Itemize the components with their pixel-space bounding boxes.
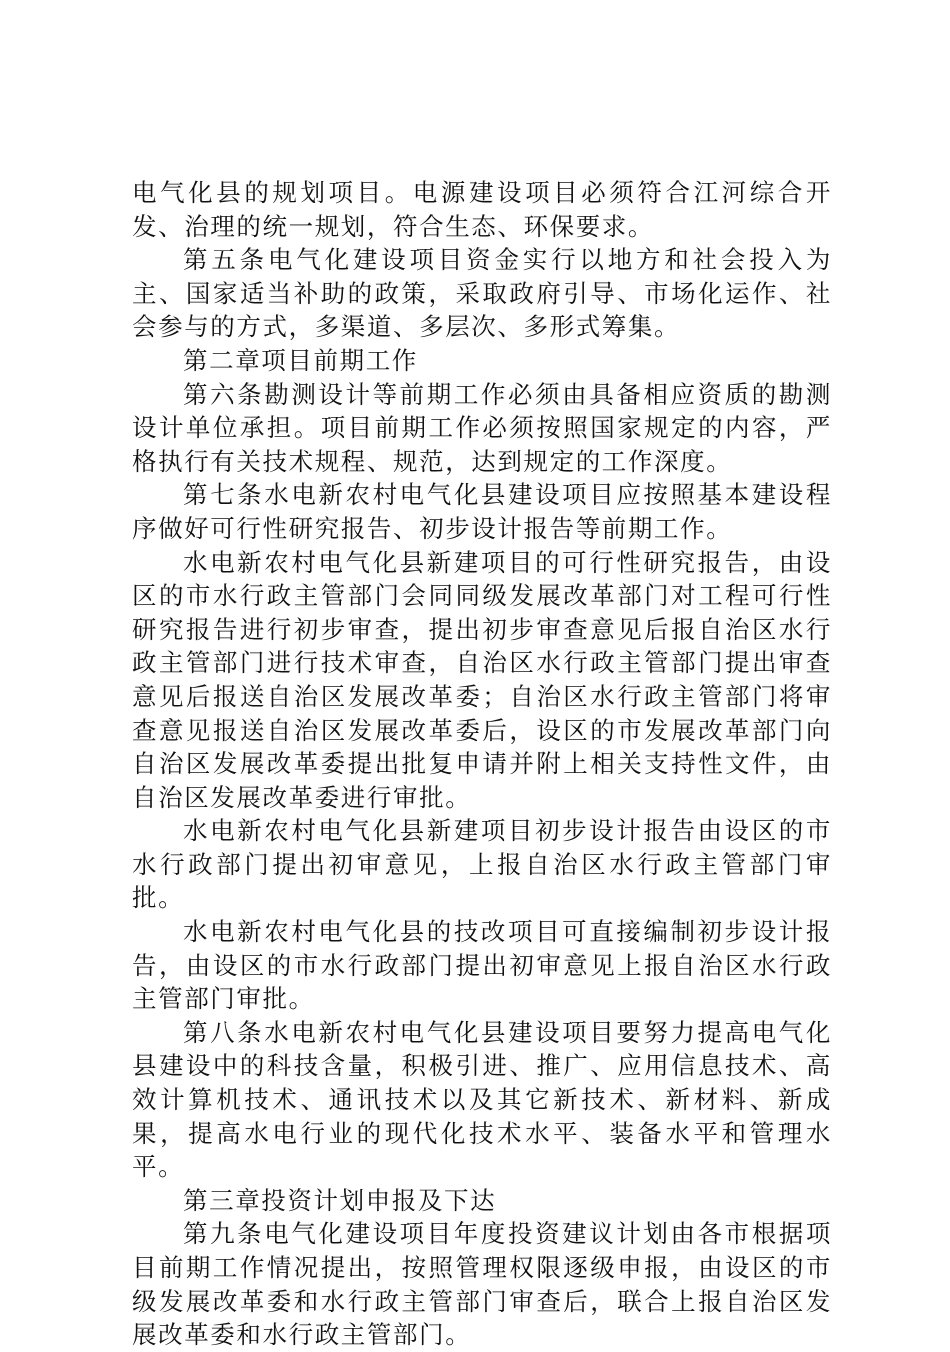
paragraph-1: 电气化县的规划项目。电源建设项目必须符合江河综合开发、治理的统一规划，符合生态、环保要求。 [132,178,832,241]
article-7-paragraph: 第七条水电新农村电气化县建设项目应按照基本建设程序做好可行性研究报告、初步设计报告等前期工作。 [132,480,832,543]
article-9-paragraph: 第九条电气化建设项目年度投资建议计划由各市根据项目前期工作情况提出，按照管理权限逐级申报，由设区的市级发展改革委和水行政主管部门审查后，联合上报自治区发展改革委和水行政主管部门。 [132,1219,832,1350]
renovation-project-paragraph: 水电新农村电气化县的技改项目可直接编制初步设计报告，由设区的市水行政部门提出初审意见上报自治区水行政主管部门审批。 [132,917,832,1014]
feasibility-report-paragraph: 水电新农村电气化县新建项目的可行性研究报告，由设区的市水行政主管部门会同同级发展改革部门对工程可行性研究报告进行初步审查，提出初步审查意见后报自治区水行政主管部门进行技术审查，自治区水行政主管部门提出审查意见后报送自治区发展改革委；自治区水行政主管部门将审查意见报送自治区发展改革委后，设区的市发展改革部门向自治区发展改革委提出批复申请并附上相关支持性文件，由自治区发展改革委进行审批。 [132,547,832,812]
chapter-3-heading: 第三章投资计划申报及下达 [183,1185,497,1215]
document-body [132,176,832,1352]
article-5-paragraph: 第五条电气化建设项目资金实行以地方和社会投入为主、国家适当补助的政策，采取政府引导、市场化运作、社会参与的方式，多渠道、多层次、多形式筹集。 [132,245,832,342]
chapter-2-heading: 第二章项目前期工作 [183,345,418,375]
article-6-paragraph: 第六条勘测设计等前期工作必须由具备相应资质的勘测设计单位承担。项目前期工作必须按照国家规定的内容，严格执行有关技术规程、规范，达到规定的工作深度。 [132,379,832,476]
preliminary-design-paragraph: 水电新农村电气化县新建项目初步设计报告由设区的市水行政部门提出初审意见，上报自治区水行政主管部门审批。 [132,816,832,913]
article-8-paragraph: 第八条水电新农村电气化县建设项目要努力提高电气化县建设中的科技含量，积极引进、推广、应用信息技术、高效计算机技术、通讯技术以及其它新技术、新材料、新成果，提高水电行业的现代化技术水平、装备水平和管理水平。 [132,1017,832,1182]
